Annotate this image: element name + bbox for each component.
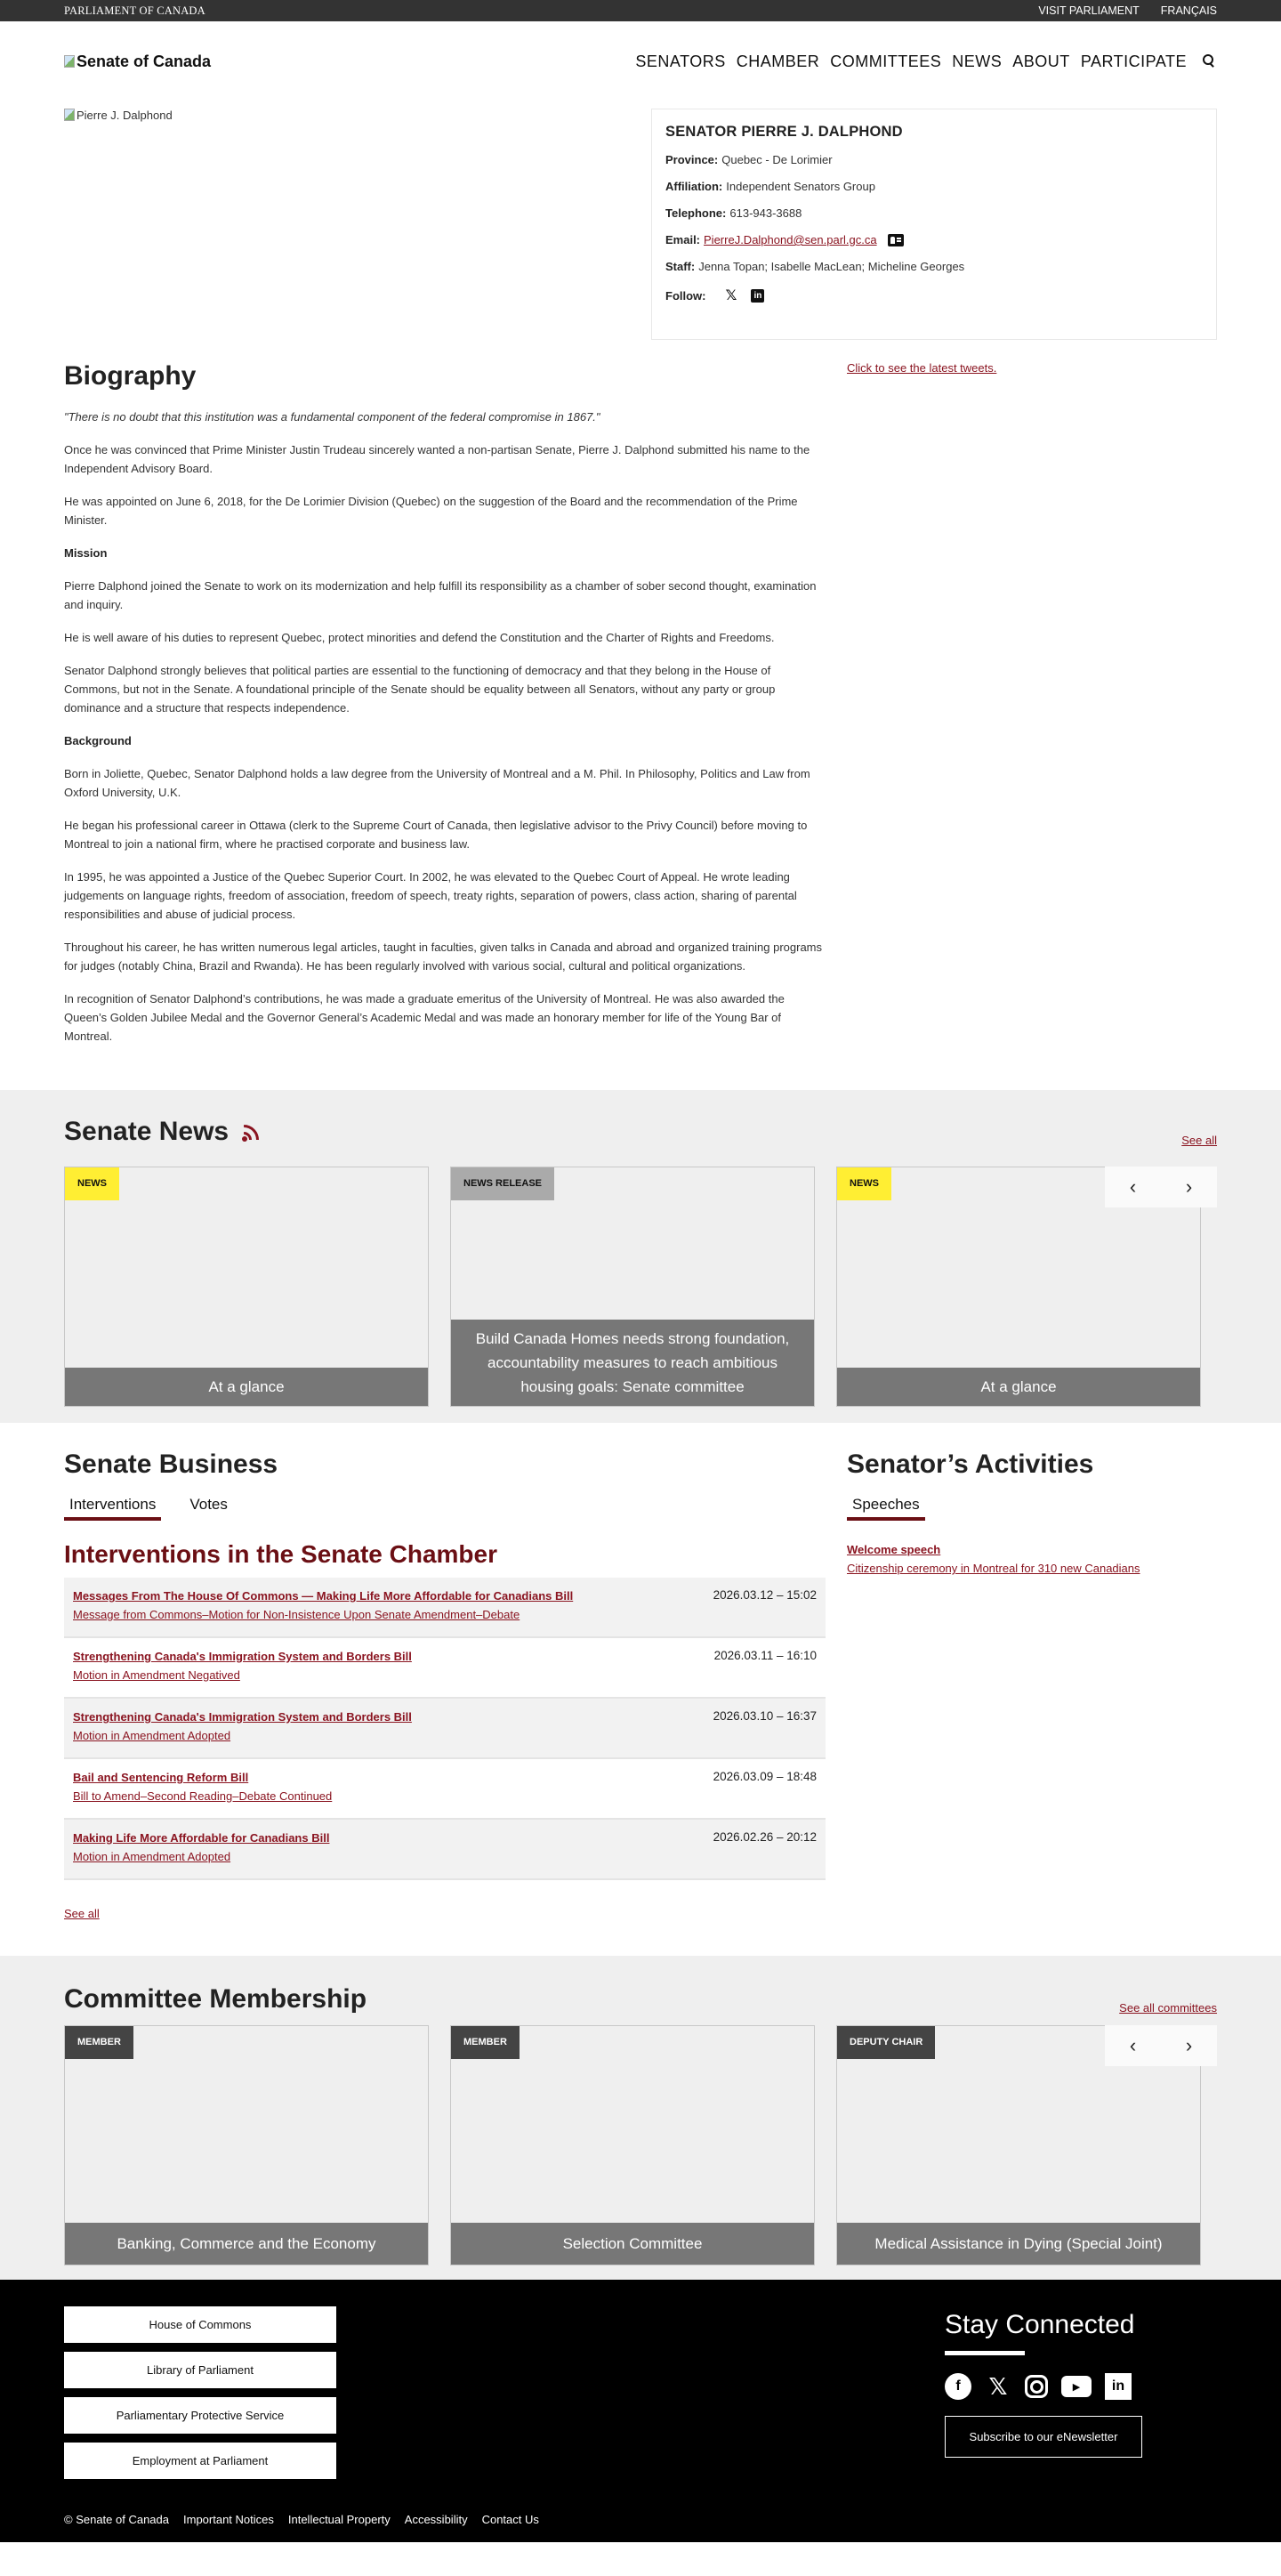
- background-heading: Background: [64, 734, 132, 747]
- facebook-icon[interactable]: f: [945, 2373, 971, 2400]
- visit-parliament-link[interactable]: VISIT PARLIAMENT: [1038, 4, 1140, 17]
- linkedin-icon[interactable]: in: [751, 289, 764, 303]
- intervention-row: [64, 1820, 826, 1880]
- biography-paragraph: He began his professional career in Ottawa (clerk to the Supreme Court of Canada, then legislative advisor to the Privy Council) before moving to Montreal to join a national firm, where he practised corporate and business law.: [64, 819, 808, 851]
- intervention-date: 2026.03.12 – 15:02: [713, 1588, 817, 1602]
- intellectual-property-link[interactable]: Intellectual Property: [287, 2513, 391, 2526]
- province-value: Quebec - De Lorimier: [721, 153, 833, 166]
- intervention-title-link[interactable]: Strengthening Canada's Immigration System and Borders Bill: [73, 1650, 412, 1663]
- speech-item: [847, 1540, 1217, 1578]
- news-release-tag: NEWS RELEASE: [451, 1167, 554, 1200]
- intervention-detail-link[interactable]: Motion in Amendment Adopted: [73, 1850, 231, 1863]
- mission-heading: Mission: [64, 546, 108, 560]
- x-twitter-icon[interactable]: 𝕏: [725, 288, 737, 303]
- instagram-icon[interactable]: [1025, 2375, 1048, 2398]
- committee-card-caption: Banking, Commerce and the Economy: [65, 2223, 428, 2265]
- biography-paragraph: He is well aware of his duties to represent Quebec, protect minorities and defend the Constitution and the Charter of Rights and Freedoms.: [64, 631, 775, 644]
- email-label: Email:: [665, 233, 701, 246]
- committee-header: [64, 1984, 1217, 2015]
- staff-value: Jenna Topan; Isabelle MacLean; Micheline Georges: [698, 260, 965, 273]
- activities-title: Senator’s Activities: [847, 1450, 1094, 1479]
- intervention-date: 2026.03.10 – 16:37: [713, 1709, 817, 1723]
- intervention-row: [64, 1578, 826, 1638]
- role-tag: MEMBER: [65, 2026, 133, 2059]
- interventions-list: [64, 1578, 826, 1880]
- logo-alt-text: Senate of Canada: [77, 52, 212, 70]
- nav-news[interactable]: NEWS: [952, 52, 1003, 70]
- site-header: [0, 21, 1281, 101]
- senator-info-card: [651, 109, 1217, 340]
- broken-image-icon: [64, 55, 75, 68]
- senator-profile: [0, 109, 1281, 340]
- speech-title-link[interactable]: Welcome speech: [847, 1543, 941, 1556]
- news-header: [64, 1117, 1217, 1147]
- news-card[interactable]: [64, 1167, 429, 1407]
- intervention-title-link[interactable]: Messages From The House Of Commons — Making Life More Affordable for Canadians Bill: [73, 1589, 574, 1603]
- intervention-title-link[interactable]: Bail and Sentencing Reform Bill: [73, 1771, 249, 1784]
- business-section: [0, 1423, 1281, 1956]
- biography-paragraph: Born in Joliette, Quebec, Senator Dalphond holds a law degree from the University of Montreal and a M. Phil. In Philosophy, Politics and Law from Oxford University, U.K.: [64, 767, 810, 799]
- subscribe-newsletter-button[interactable]: Subscribe to our eNewsletter: [945, 2416, 1142, 2458]
- business-see-all-link[interactable]: See all: [64, 1907, 100, 1920]
- chevron-right-icon[interactable]: ›: [1185, 1175, 1193, 1198]
- senate-news-section: [0, 1090, 1281, 1423]
- vcard-icon[interactable]: [888, 234, 904, 246]
- news-card-caption: Build Canada Homes needs strong foundation, accountability measures to reach ambitious housing goals: Senate committee: [451, 1320, 814, 1406]
- speech-detail-link[interactable]: Citizenship ceremony in Montreal for 310 new Canadians: [847, 1562, 1140, 1575]
- senate-business: [64, 1450, 826, 1956]
- email-row: [665, 233, 1203, 246]
- tab-interventions[interactable]: Interventions: [64, 1496, 161, 1521]
- telephone-value: 613-943-3688: [729, 206, 802, 220]
- biography-paragraph: Pierre Dalphond joined the Senate to work on its modernization and help fulfill its responsibility as a chamber of sober second thought, examination and inquiry.: [64, 579, 817, 611]
- chevron-left-icon[interactable]: ‹: [1129, 2034, 1137, 2056]
- intervention-date: 2026.03.11 – 16:10: [713, 1649, 817, 1662]
- news-tag: NEWS: [65, 1167, 119, 1200]
- see-all-committees-link[interactable]: See all committees: [1119, 2001, 1217, 2015]
- site-footer: [0, 2280, 1281, 2542]
- senator-photo: [64, 109, 420, 340]
- senate-logo[interactable]: [64, 52, 211, 71]
- main-nav: [635, 52, 1217, 71]
- protective-service-link[interactable]: Parliamentary Protective Service: [64, 2397, 336, 2434]
- news-card[interactable]: [450, 1167, 815, 1407]
- linkedin-icon[interactable]: in: [1105, 2373, 1132, 2400]
- province-label: Province:: [665, 153, 719, 166]
- intervention-row: [64, 1699, 826, 1759]
- biography-paragraph: In 1995, he was appointed a Justice of the Quebec Superior Court. In 2002, he was elevated to the Quebec Court of Appeal. He wrote leading judgements on language rights, freedom of association, freedom of speech, treaty rights, separation of powers, class action, sharing of parental responsibilities and abuse of judicial process.: [64, 870, 797, 921]
- intervention-title-link[interactable]: Strengthening Canada's Immigration System and Borders Bill: [73, 1710, 412, 1724]
- copyright-link[interactable]: © Senate of Canada: [64, 2513, 169, 2526]
- chevron-left-icon[interactable]: ‹: [1129, 1175, 1137, 1198]
- intervention-detail-link[interactable]: Motion in Amendment Adopted: [73, 1729, 231, 1742]
- youtube-icon[interactable]: ▶: [1061, 2376, 1092, 2397]
- parliament-brand-link[interactable]: PARLIAMENT OF CANADA: [64, 4, 205, 17]
- divider: [945, 2351, 1025, 2355]
- role-tag: MEMBER: [451, 2026, 520, 2059]
- tab-speeches[interactable]: Speeches: [847, 1496, 925, 1521]
- nav-committees[interactable]: COMMITTEES: [830, 52, 942, 70]
- intervention-date: 2026.03.09 – 18:48: [713, 1770, 817, 1783]
- employment-link[interactable]: Employment at Parliament: [64, 2443, 336, 2479]
- language-toggle-link[interactable]: FRANÇAIS: [1160, 4, 1217, 17]
- tweets-panel: [847, 361, 1217, 1060]
- parliament-topbar: [0, 0, 1281, 21]
- footer-bottom-links: [64, 2513, 1217, 2526]
- news-card-caption: At a glance: [837, 1368, 1200, 1406]
- stay-connected: [945, 2306, 1217, 2479]
- staff-row: [665, 260, 1203, 273]
- biography-title: Biography: [64, 361, 197, 391]
- committee-card[interactable]: [450, 2025, 815, 2265]
- province-row: [665, 153, 1203, 166]
- intervention-detail-link[interactable]: Bill to Amend–Second Reading–Debate Continued: [73, 1789, 333, 1803]
- news-carousel: [64, 1167, 1217, 1407]
- topbar-links: [1038, 4, 1217, 17]
- committee-card-caption: Selection Committee: [451, 2223, 814, 2265]
- affiliation-value: Independent Senators Group: [726, 180, 875, 193]
- biography-quote: "There is no doubt that this institution was a fundamental component of the federal compromise in 1867.": [64, 410, 600, 424]
- business-title: Senate Business: [64, 1450, 278, 1479]
- biography: [64, 361, 829, 1060]
- house-of-commons-link[interactable]: House of Commons: [64, 2306, 336, 2343]
- tab-votes[interactable]: Votes: [189, 1496, 228, 1513]
- biography-paragraph: In recognition of Senator Dalphond’s contributions, he was made a graduate emeritus of the University of Montreal. He was also awarded the Queen’s Golden Jubilee Medal and the Governor General’s Academic Medal and was made an honorary member for life of the Young Bar of Montreal.: [64, 992, 785, 1043]
- affiliation-row: [665, 180, 1203, 193]
- intervention-row: [64, 1638, 826, 1699]
- biography-paragraph: Once he was convinced that Prime Minister Justin Trudeau sincerely wanted a non-partisan Senate, Pierre J. Dalphond submitted his name to the Independent Advisory Board.: [64, 443, 810, 475]
- important-notices-link[interactable]: Important Notices: [183, 2513, 274, 2526]
- biography-paragraph: Senator Dalphond strongly believes that political parties are essential to the functioning of democracy and that they belong in the House of Commons, but not in the Senate. A foundational principle of the Senate should be equality between all Senators, without any party or group dominance and a structure that respects independence.: [64, 664, 776, 715]
- news-card-caption: At a glance: [65, 1368, 428, 1406]
- committee-card[interactable]: [64, 2025, 429, 2265]
- x-twitter-icon[interactable]: 𝕏: [988, 2372, 1008, 2400]
- news-title-text: Senate News: [64, 1117, 230, 1146]
- telephone-row: [665, 206, 1203, 220]
- contact-us-link[interactable]: Contact Us: [481, 2513, 539, 2526]
- nav-chamber[interactable]: CHAMBER: [736, 52, 820, 70]
- committee-carousel: [64, 2025, 1217, 2265]
- biography-section: [0, 361, 1281, 1060]
- accessibility-link[interactable]: Accessibility: [404, 2513, 468, 2526]
- interventions-title: Interventions in the Senate Chamber: [64, 1540, 497, 1568]
- photo-alt-text: Pierre J. Dalphond: [77, 109, 173, 122]
- news-tag: NEWS: [837, 1167, 891, 1200]
- email-link[interactable]: PierreJ.Dalphond@sen.parl.gc.ca: [704, 233, 877, 246]
- follow-row: [665, 287, 1203, 304]
- intervention-title-link[interactable]: Making Life More Affordable for Canadians Bill: [73, 1831, 330, 1845]
- biography-paragraph: He was appointed on June 6, 2018, for the De Lorimier Division (Quebec) on the suggestion of the Board and the recommendation of the Prime Minister.: [64, 495, 798, 527]
- committee-carousel-controls: [1105, 2025, 1217, 2066]
- telephone-label: Telephone:: [665, 206, 727, 220]
- latest-tweets-link[interactable]: Click to see the latest tweets.: [847, 361, 997, 375]
- intervention-detail-link[interactable]: Motion in Amendment Negatived: [73, 1668, 240, 1682]
- follow-label: Follow:: [665, 288, 706, 303]
- nav-senators[interactable]: SENATORS: [635, 52, 726, 70]
- committee-membership-section: [0, 1956, 1281, 2280]
- role-tag: DEPUTY CHAIR: [837, 2026, 935, 2059]
- affiliation-label: Affiliation:: [665, 180, 723, 193]
- broken-image-icon: [64, 109, 75, 121]
- senator-activities: [847, 1450, 1217, 1956]
- committee-title: Committee Membership: [64, 1984, 367, 2014]
- intervention-date: 2026.02.26 – 20:12: [713, 1830, 817, 1844]
- nav-participate[interactable]: PARTICIPATE: [1080, 52, 1187, 70]
- news-title: [64, 1117, 262, 1147]
- stay-connected-title: Stay Connected: [945, 2310, 1135, 2339]
- library-of-parliament-link[interactable]: Library of Parliament: [64, 2352, 336, 2388]
- business-tabs: [64, 1496, 826, 1521]
- social-links: [945, 2373, 1217, 2400]
- chevron-right-icon[interactable]: ›: [1185, 2034, 1193, 2056]
- biography-paragraph: Throughout his career, he has written numerous legal articles, taught in faculties, given talks in Canada and abroad and organized training programs for judges (notably China, Brazil and Rwanda). He has been regularly involved with various social, cultural and political organizations.: [64, 941, 823, 973]
- staff-label: Staff:: [665, 260, 696, 273]
- footer-partner-links: [64, 2306, 336, 2479]
- intervention-detail-link[interactable]: Message from Commons–Motion for Non-Insistence Upon Senate Amendment–Debate: [73, 1608, 520, 1621]
- senator-name: SENATOR PIERRE J. DALPHOND: [665, 124, 903, 140]
- rss-icon[interactable]: [241, 1121, 262, 1143]
- nav-about[interactable]: ABOUT: [1012, 52, 1070, 70]
- intervention-row: [64, 1759, 826, 1820]
- news-carousel-controls: [1105, 1167, 1217, 1207]
- news-see-all-link[interactable]: See all: [1181, 1134, 1217, 1147]
- search-icon[interactable]: [1201, 53, 1217, 69]
- committee-card-caption: Medical Assistance in Dying (Special Joint): [837, 2223, 1200, 2265]
